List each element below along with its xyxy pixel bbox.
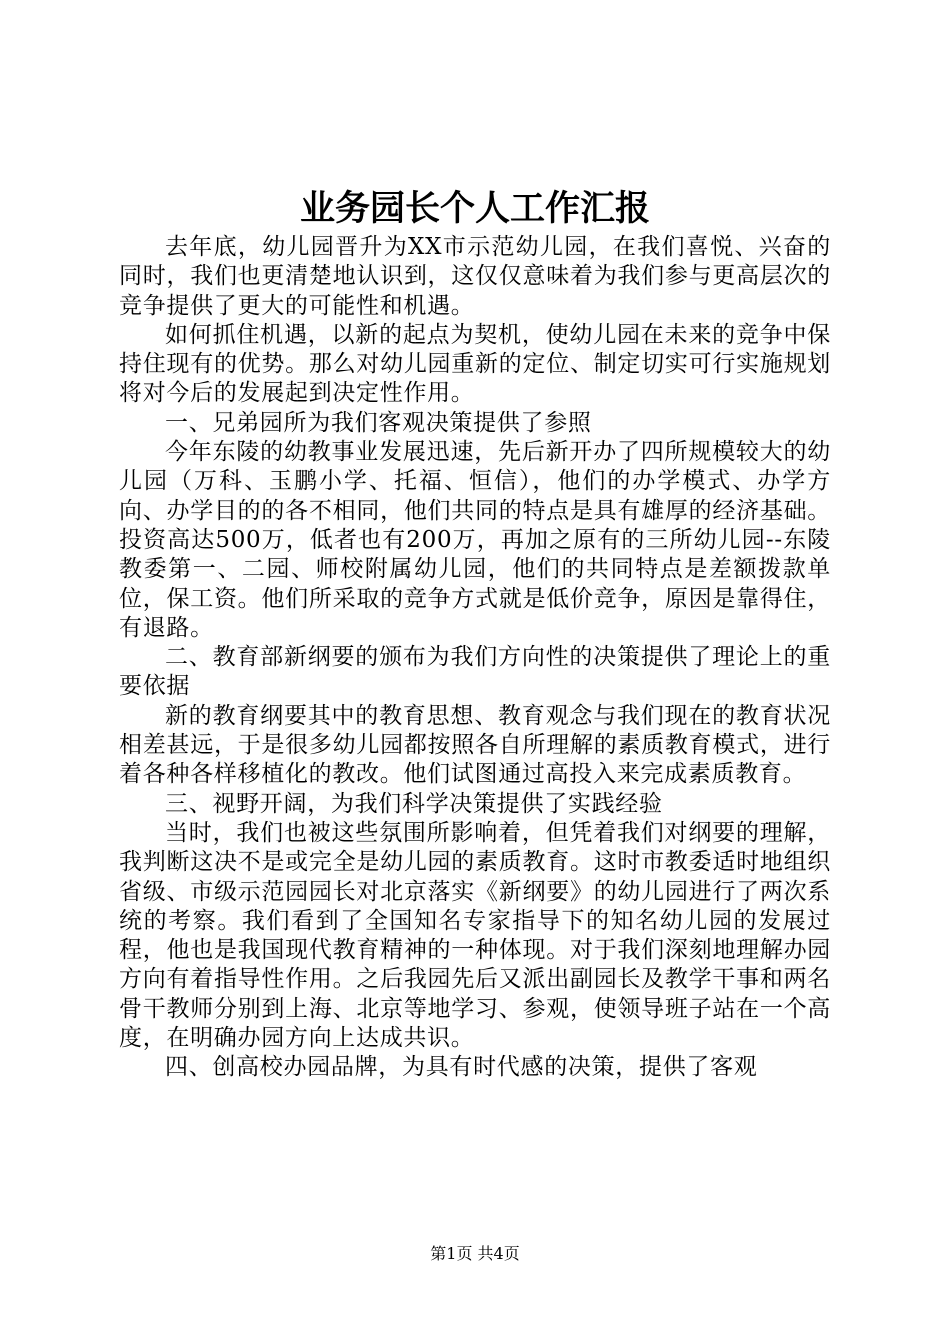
paragraph: 去年底，幼儿园晋升为XX市示范幼儿园，在我们喜悦、兴奋的同时，我们也更清楚地认识到，这仅仅意味着为我们参与更高层次的竞争提供了更大的可能性和机遇。 [119,234,831,319]
paragraph: 今年东陵的幼教事业发展迅速，先后新开办了四所规模较大的幼儿园（万科、玉鹏小学、托福、恒信），他们的办学模式、办学方向、办学目的的各不相同，他们共同的特点是具有雄厚的经济基础。投资高达500万，低者也有200万，再加之原有的三所幼儿园--东陵教委第一、二园、师校附属幼儿园，他们的共同特点是差额拨款单位，保工资。他们所采取的竞争方式就是低价竞争，原因是靠得住，有退路。 [119,439,831,641]
section-heading: 三、视野开阔，为我们科学决策提供了实践经验 [165,790,663,817]
paragraph: 如何抓住机遇，以新的起点为契机，使幼儿园在未来的竞争中保持住现有的优势。那么对幼儿园重新的定位、制定切实可行实施规划将对今后的发展起到决定性作用。 [119,321,831,407]
paragraph: 当时，我们也被这些氛围所影响着，但凭着我们对纲要的理解，我判断这决不是或完全是幼儿园的素质教育。这时市教委适时地组织省级、市级示范园园长对北京落实《新纲要》的幼儿园进行了两次系统的考察。我们看到了全国知名专家指导下的知名幼儿园的发展过程，他也是我国现代教育精神的一种体现。对于我们深刻地理解办园方向有着指导性作用。之后我园先后又派出副园长及教学干事和两名骨干教师分别到上海、北京等地学习、参观，使领导班子站在一个高度，在明确办园方向上达成共识。 [119,819,831,1052]
document-body [119,233,831,1083]
page-footer: 第1页 共4页 [430,1244,520,1263]
paragraph: 新的教育纲要其中的教育思想、教育观念与我们现在的教育状况相差甚远，于是很多幼儿园都按照各自所理解的素质教育模式，进行着各种各样移植化的教改。他们试图通过高投入来完成素质教育。 [119,702,831,788]
document-title: 业务园长个人工作汇报 [299,188,650,229]
section-heading: 一、兄弟园所为我们客观决策提供了参照 [165,409,592,436]
section-heading: 四、创高校办园品牌，为具有时代感的决策，提供了客观 [165,1054,758,1081]
section-heading: 二、教育部新纲要的颁布为我们方向性的决策提供了理论上的重要依据 [119,644,831,700]
